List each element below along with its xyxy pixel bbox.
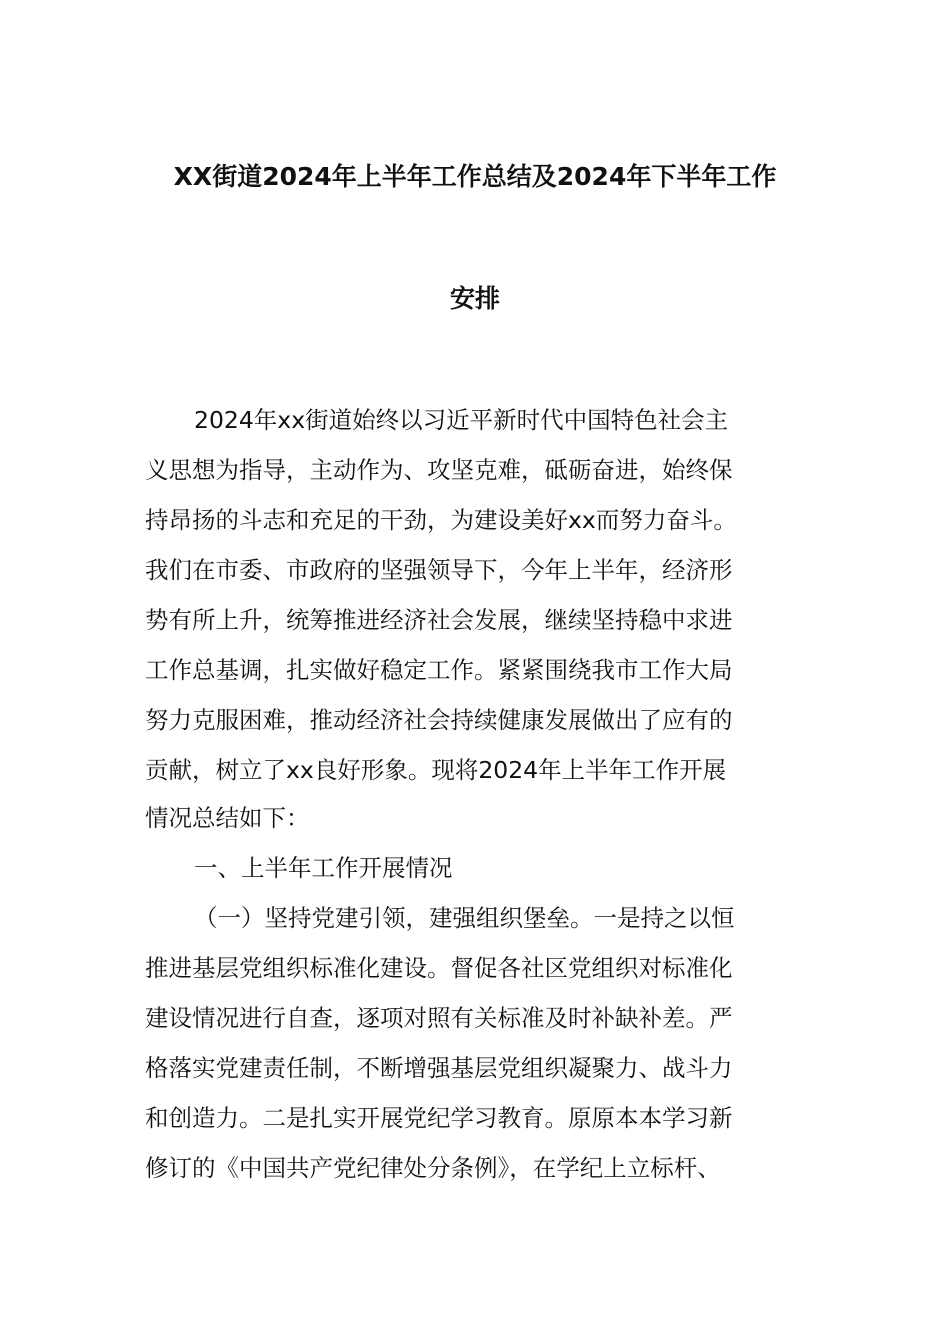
body-line-13: 建设情况进行自查，逐项对照有关标准及时补缺补差。严: [145, 1004, 733, 1032]
body-line-7: 努力克服困难，推动经济社会持续健康发展做出了应有的: [145, 706, 733, 734]
body-line-14: 格落实党建责任制，不断增强基层党组织凝聚力、战斗力: [145, 1054, 733, 1082]
body-line-2: 义思想为指导，主动作为、攻坚克难，砥砺奋进，始终保: [145, 456, 733, 484]
body-line-6: 工作总基调，扎实做好稳定工作。紧紧围绕我市工作大局: [145, 656, 733, 684]
body-line-1: 2024年xx街道始终以习近平新时代中国特色社会主: [194, 406, 729, 434]
section-heading: 一、上半年工作开展情况: [194, 854, 453, 882]
body-line-16: 修订的《中国共产党纪律处分条例》，在学纪上立标杆、: [145, 1154, 721, 1182]
document-title-line-1: XX街道2024年上半年工作总结及2024年下半年工作: [173, 162, 777, 191]
body-line-8: 贡献，树立了xx良好形象。现将2024年上半年工作开展: [145, 756, 727, 784]
body-line-15: 和创造力。二是扎实开展党纪学习教育。原原本本学习新: [145, 1104, 733, 1132]
body-line-5: 势有所上升，统筹推进经济社会发展，继续坚持稳中求进: [145, 606, 733, 634]
body-line-4: 我们在市委、市政府的坚强领导下，今年上半年，经济形: [145, 556, 733, 584]
document-title-line-2: 安排: [449, 284, 500, 313]
body-line-11: （一）坚持党建引领，建强组织堡垒。一是持之以恒: [194, 904, 735, 932]
body-line-9: 情况总结如下：: [145, 804, 310, 832]
body-line-3: 持昂扬的斗志和充足的干劲，为建设美好xx而努力奋斗。: [145, 506, 737, 534]
body-line-12: 推进基层党组织标准化建设。督促各社区党组织对标准化: [145, 954, 733, 982]
